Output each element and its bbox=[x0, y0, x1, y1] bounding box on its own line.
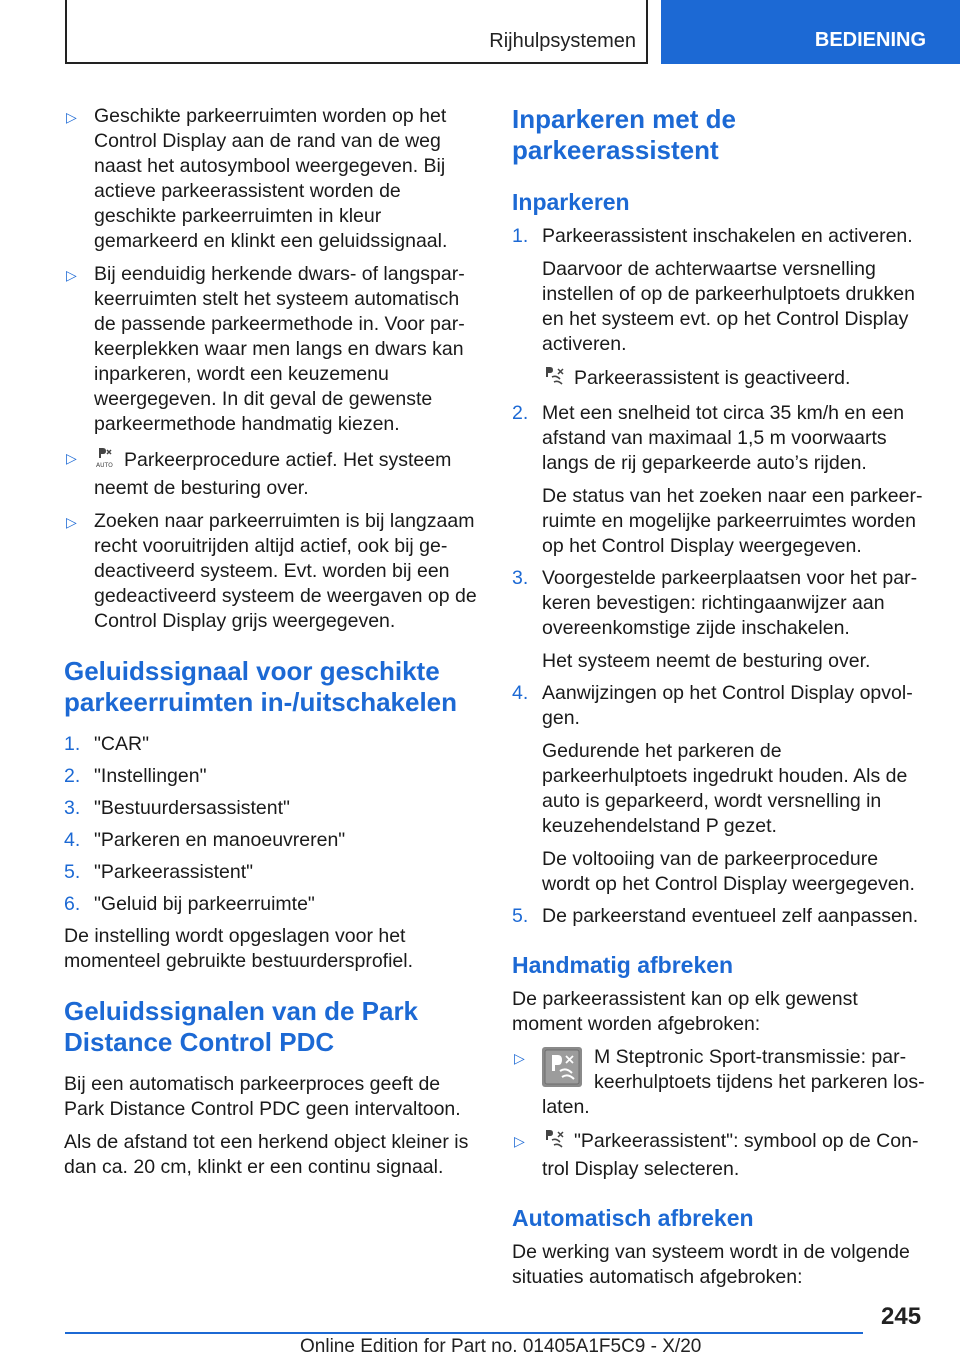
step-number: 2. bbox=[64, 765, 81, 787]
list-item bbox=[64, 732, 482, 757]
step-detail: De status van het zoeken naar een parkeerruimte en mogelijke parkeerruimtes worden op het Control Display weergegeven. bbox=[542, 485, 923, 557]
list-item bbox=[512, 401, 928, 559]
step-text: "CAR" bbox=[94, 733, 150, 755]
park-assist-button-icon bbox=[542, 1047, 582, 1094]
bullet-text: Bij eenduidig herkende dwars- of langsparkeerruimten stelt het systeem automatisch de passende parkeermethode in. Voor parkeerplekken waar men langs en dwars kan inparkeren, wordt een keuzemenu weergegeven. In dit geval de gewenste parkeermethode handmatig kiezen. bbox=[94, 263, 465, 435]
park-assist-icon bbox=[542, 365, 566, 394]
step-number: 4. bbox=[512, 682, 529, 704]
heading-auto-cancel: Automatisch afbreken bbox=[512, 1205, 754, 1231]
heading-manual-cancel: Handmatig afbreken bbox=[512, 952, 734, 978]
park-assist-auto-icon bbox=[94, 445, 116, 476]
paragraph-auto-cancel: De werking van systeem wordt in de volgende situaties automatisch afgebroken: bbox=[512, 1241, 910, 1288]
list-item bbox=[64, 445, 482, 501]
triangle-bullet-icon: ▷ bbox=[66, 514, 77, 530]
step-text: Parkeerassistent inschakelen en activeren. bbox=[542, 225, 913, 247]
list-item bbox=[512, 681, 928, 897]
triangle-bullet-icon: ▷ bbox=[66, 109, 77, 125]
list-item bbox=[64, 262, 482, 437]
step-detail: De voltooiing van de parkeerprocedure wordt op het Control Display weergegeven. bbox=[542, 848, 915, 895]
heading-inparkeren: Inparkeren bbox=[512, 189, 630, 215]
heading-parking-with-assistant: Inparkeren met de parkeerassistent bbox=[512, 104, 736, 165]
list-item bbox=[64, 796, 482, 821]
step-text: Voorgestelde parkeerplaatsen voor het parkeren bevestigen: richtingaanwijzer aan overeenkomstige zijde inschakelen. bbox=[542, 567, 918, 639]
step-number: 1. bbox=[512, 225, 529, 247]
step-number: 5. bbox=[64, 861, 81, 883]
list-item bbox=[64, 509, 482, 634]
step-text: "Bestuurdersassistent" bbox=[94, 797, 290, 819]
triangle-bullet-icon: ▷ bbox=[514, 1050, 525, 1066]
heading-sound-signal: Geluidssignaal voor geschikte parkeerruimten in-/uitschakelen bbox=[64, 656, 458, 717]
bullet-text: Parkeerprocedure actief. Het systeem neemt de besturing over. bbox=[94, 449, 452, 499]
paragraph-manual-cancel: De parkeerassistent kan op elk gewenst moment worden afgebroken: bbox=[512, 988, 858, 1035]
list-item bbox=[64, 104, 482, 254]
paragraph-pdc-continuous: Als de afstand tot een herkend object kleiner is dan ca. 20 cm, klinkt er een continu signaal. bbox=[64, 1131, 469, 1178]
step-detail: Daarvoor de achterwaartse versnelling instellen of op de parkeerhulptoets drukken en het systeem evt. op het Control Display activeren. bbox=[542, 258, 915, 355]
park-assist-icon bbox=[542, 1128, 566, 1157]
heading-pdc: Geluidssignalen van de Park Distance Control PDC bbox=[64, 996, 419, 1057]
chapter-tab-label: BEDIENING bbox=[814, 29, 926, 51]
list-item bbox=[512, 1045, 928, 1120]
step-detail: Gedurende het parkeren de parkeerhulptoets ingedrukt houden. Als de auto is geparkeerd, wordt versnelling in keuzehendelstand P gezet. bbox=[542, 740, 908, 837]
list-item bbox=[512, 224, 928, 394]
svg-text:AUTO: AUTO bbox=[96, 462, 113, 469]
footer-edition: Online Edition for Part no. 01405A1F5C9 - X/20 bbox=[300, 1336, 702, 1357]
footer-divider bbox=[65, 1332, 863, 1334]
list-item bbox=[512, 1128, 928, 1182]
step-text: De parkeerstand eventueel zelf aanpassen. bbox=[542, 905, 919, 927]
list-item bbox=[64, 892, 482, 917]
list-item bbox=[64, 764, 482, 789]
step-number: 4. bbox=[64, 829, 81, 851]
step-number: 5. bbox=[512, 905, 529, 927]
step-detail-text: Parkeerassistent is geactiveerd. bbox=[574, 367, 851, 389]
paragraph-setting-saved: De instelling wordt opgeslagen voor het momenteel gebruikte bestuurdersprofiel. bbox=[64, 925, 414, 972]
list-item bbox=[64, 828, 482, 853]
left-column bbox=[64, 104, 482, 1188]
right-column bbox=[512, 104, 928, 1298]
step-number: 1. bbox=[64, 733, 81, 755]
step-number: 6. bbox=[64, 893, 81, 915]
step-number: 3. bbox=[512, 567, 529, 589]
step-text: Aanwijzingen op het Control Display opvolgen. bbox=[542, 682, 913, 729]
section-title: Rijhulpsystemen bbox=[489, 30, 636, 52]
list-item bbox=[64, 860, 482, 885]
triangle-bullet-icon: ▷ bbox=[66, 267, 77, 283]
step-detail bbox=[542, 365, 928, 394]
triangle-bullet-icon: ▷ bbox=[66, 450, 77, 466]
feature-bullet-list bbox=[64, 104, 482, 634]
manual-cancel-list bbox=[512, 1045, 928, 1182]
step-text: Met een snelheid tot circa 35 km/h en een afstand van maximaal 1,5 m voorwaarts langs de rij geparkeerde auto’s rijden. bbox=[542, 402, 905, 474]
paragraph-pdc-interval: Bij een automatisch parkeerproces geeft de Park Distance Control PDC geen intervaltoon. bbox=[64, 1073, 461, 1120]
step-number: 2. bbox=[512, 402, 529, 424]
list-item bbox=[512, 566, 928, 674]
bullet-text: M Steptronic Sport-transmissie: parkeerhulptoets tijdens het parkeren loslaten. bbox=[542, 1046, 925, 1118]
bullet-text: "Parkeerassistent": symbool op de Control Display selecteren. bbox=[542, 1130, 919, 1180]
bullet-text: Zoeken naar parkeerruimten is bij langzaam recht vooruitrijden altijd actief, ook bij gedeactiveerd systeem. Evt. worden bij een gedeactiveerd systeem de weergaven op de Control Display grijs weergegeven. bbox=[94, 510, 477, 632]
step-number: 3. bbox=[64, 797, 81, 819]
bullet-text: Geschikte parkeerruimten worden op het Control Display aan de rand van de weg naast het autosymbool weergegeven. Bij actieve parkeerassistent worden de geschikte parkeerruimten in kleur gemarkeerd en klinkt een geluidssignaal. bbox=[94, 105, 448, 252]
step-detail: Het systeem neemt de besturing over. bbox=[542, 650, 871, 672]
triangle-bullet-icon: ▷ bbox=[514, 1133, 525, 1149]
parking-steps-list bbox=[512, 224, 928, 929]
chapter-tab bbox=[661, 0, 960, 64]
step-text: "Parkeren en manoeuvreren" bbox=[94, 829, 346, 851]
step-text: "Instellingen" bbox=[94, 765, 207, 787]
settings-steps-list bbox=[64, 732, 482, 917]
step-text: "Geluid bij parkeerruimte" bbox=[94, 893, 315, 915]
step-text: "Parkeerassistent" bbox=[94, 861, 254, 883]
list-item bbox=[512, 904, 928, 929]
page-number: 245 bbox=[881, 1303, 922, 1330]
